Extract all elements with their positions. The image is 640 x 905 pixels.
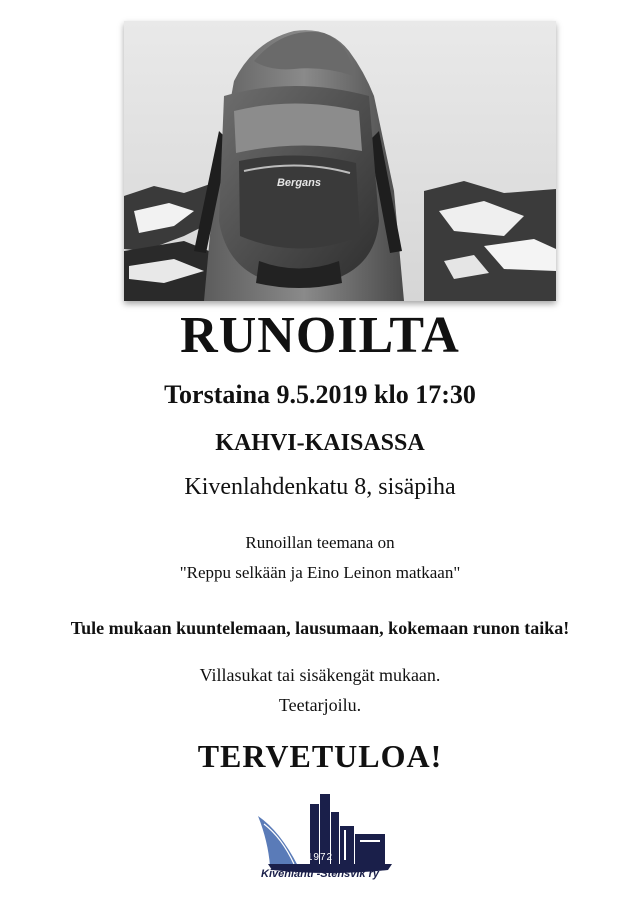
theme-title: "Reppu selkään ja Eino Leinon matkaan" (179, 563, 461, 582)
bring-note: Villasukat tai sisäkengät mukaan. (199, 665, 441, 685)
event-venue: KAHVI-KAISASSA (215, 430, 425, 456)
event-date: Torstaina 9.5.2019 klo 17:30 (164, 380, 476, 409)
welcome-text: TERVETULOA! (197, 738, 443, 774)
theme-intro: Runoillan teemana on (245, 533, 395, 552)
backpack-brand-label: Bergans (276, 177, 322, 189)
logo-organization-name: Kivenlahti -Stensvik ry (261, 868, 379, 880)
refreshment-note: Teetarjoilu. (278, 695, 362, 715)
event-address: Kivenlahdenkatu 8, sisäpiha (184, 474, 456, 500)
hiker-with-backpack-illustration (124, 21, 556, 301)
poster-title: RUNOILTA (180, 307, 460, 364)
hiker-photo (124, 21, 556, 301)
logo-year: 1972 (306, 852, 334, 863)
organization-logo (240, 786, 400, 886)
invitation-text: Tule mukaan kuuntelemaan, lausumaan, kokemaan runon taika! (70, 618, 570, 638)
